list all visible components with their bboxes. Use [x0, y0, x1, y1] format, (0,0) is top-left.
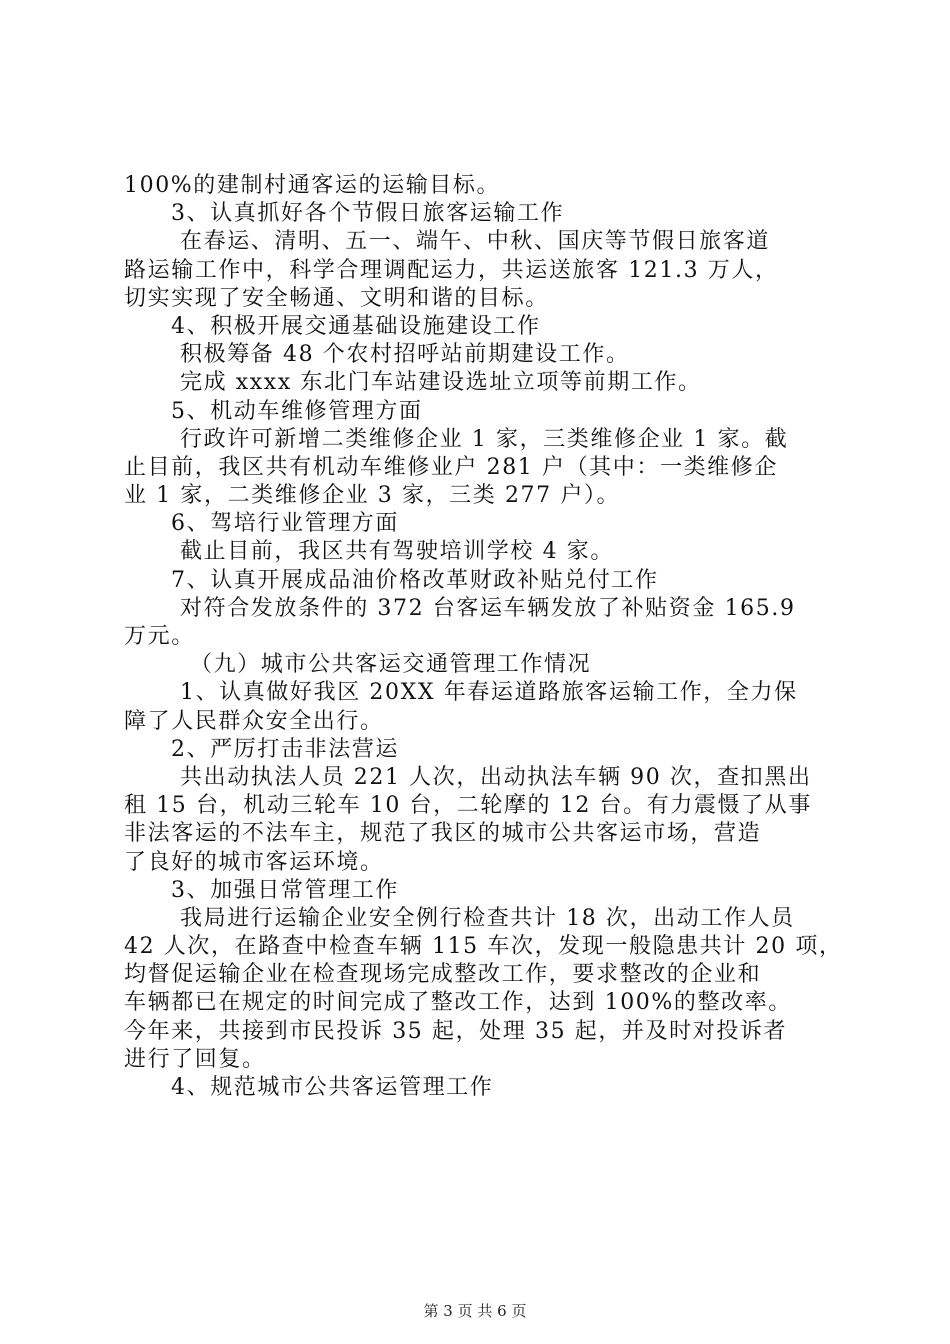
paragraph-line: 积极筹备 48 个农村招呼站前期建设工作。 [180, 342, 630, 368]
section-heading: （九）城市公共客运交通管理工作情况 [190, 652, 592, 678]
paragraph-line: 租 15 台，机动三轮车 10 台，二轮摩的 12 台。有力震慑了从事 [124, 793, 812, 819]
section-heading: 7、认真开展成品油价格改革财政补贴兑付工作 [171, 567, 659, 593]
section-heading: 6、驾培行业管理方面 [171, 511, 399, 537]
paragraph-line: 了良好的城市客运环境。 [124, 849, 384, 875]
paragraph-line: 万元。 [124, 624, 195, 649]
section-heading: 2、严厉打击非法营运 [171, 736, 399, 762]
paragraph-line: 在春运、清明、五一、端午、中秋、国庆等节假日旅客道 [180, 229, 771, 255]
paragraph-line: 1、认真做好我区 20XX 年春运道路旅客运输工作，全力保 [180, 680, 798, 706]
paragraph-line: 止目前，我区共有机动车维修业户 281 户（其中：一类维修企 [124, 454, 778, 480]
paragraph-line: 42 人次，在路查中检查车辆 115 车次，发现一般隐患共计 20 项， [124, 934, 843, 960]
paragraph-line: 车辆都已在规定的时间完成了整改工作，达到 100%的整改率。 [124, 990, 792, 1016]
paragraph-line: 我局进行运输企业安全例行检查共计 18 次，出动工作人员 [180, 905, 795, 931]
section-heading: 4、积极开展交通基础设施建设工作 [171, 313, 541, 339]
section-heading: 4、规范城市公共客运管理工作 [171, 1075, 494, 1100]
paragraph-line: 均督促运输企业在检查现场完成整改工作，要求整改的企业和 [124, 962, 762, 988]
paragraph-line: 100%的建制村通客运的运输目标。 [124, 173, 501, 198]
paragraph-line: 切实实现了安全畅通、文明和谐的目标。 [124, 285, 549, 311]
section-heading: 3、认真抓好各个节假日旅客运输工作 [171, 201, 565, 227]
paragraph-line: 业 1 家，二类维修企业 3 家，三类 277 户）。 [124, 483, 621, 509]
paragraph-line: 共出动执法人员 221 人次，出动执法车辆 90 次，查扣黑出 [180, 764, 812, 790]
paragraph-line: 行政许可新增二类维修企业 1 家，三类维修企业 1 家。截 [180, 426, 789, 452]
section-heading: 5、机动车维修管理方面 [171, 398, 423, 424]
paragraph-line: 截止目前，我区共有驾驶培训学校 4 家。 [180, 539, 614, 565]
paragraph-line: 完成 xxxx 东北门车站建设选址立项等前期工作。 [180, 370, 702, 396]
paragraph-line: 对符合发放条件的 372 台客运车辆发放了补贴资金 165.9 [180, 595, 796, 621]
paragraph-line: 非法客运的不法车主，规范了我区的城市公共客运市场，营造 [124, 821, 762, 847]
document-body [124, 172, 843, 1102]
paragraph-line: 路运输工作中，科学合理调配运力，共运送旅客 121.3 万人， [124, 257, 779, 283]
paragraph-line: 今年来，共接到市民投诉 35 起，处理 35 起，并及时对投诉者 [124, 1018, 788, 1044]
page-number-footer: 第 3 页 共 6 页 [423, 1302, 527, 1320]
paragraph-line: 进行了回复。 [124, 1046, 266, 1072]
paragraph-line: 障了人民群众安全出行。 [124, 708, 384, 734]
section-heading: 3、加强日常管理工作 [171, 877, 399, 903]
